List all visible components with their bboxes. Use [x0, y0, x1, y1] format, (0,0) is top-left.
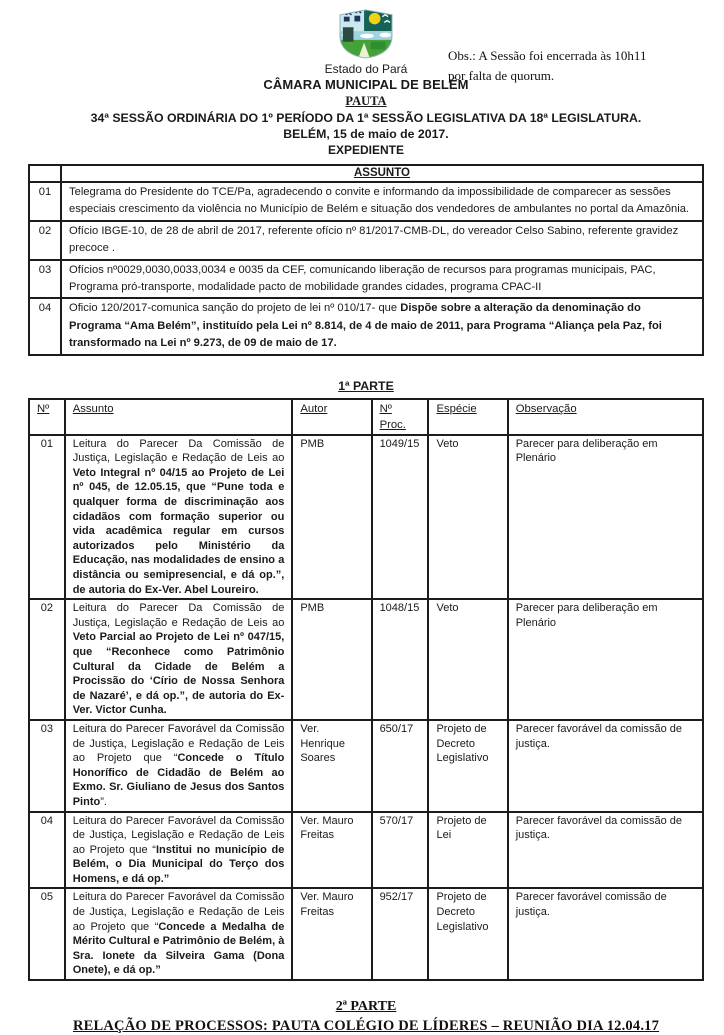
row-assunto — [61, 260, 703, 299]
assunto-bold-text: Veto Parcial ao Projeto de Lei nº 047/15, que “Reconhece como Patrimônio Cultural da Cidade de Belém a Procissão do ‘Círio de Nossa Senhora de Nazaré’, e dá op.”, de autoria do Ex-Ver. Victor Cunha. — [72, 631, 285, 717]
session-note-line1: Obs.: A Sessão foi encerrada às 10h11 — [448, 48, 647, 63]
row-number: 02 — [29, 221, 61, 260]
doc-type-title — [28, 94, 704, 109]
row-assunto — [61, 221, 703, 260]
parte1-title — [28, 379, 704, 393]
row-number: 01 — [29, 435, 65, 600]
row-autor: Ver. Mauro Freitas — [292, 812, 371, 889]
row-number: 04 — [29, 812, 65, 889]
row-assunto — [65, 812, 293, 889]
column-header-label: Observação — [515, 402, 577, 415]
table-row — [29, 182, 703, 221]
assunto-text: Leitura do Parecer Favorável da Comissão de Justiça, Legislação e Redação de Leis ao Projeto que “ — [72, 722, 285, 765]
assunto-bold-text: Concede o Título Honorífico de Cidadão de Belém ao Exmo. Sr. Giuliano de Jesus dos Santos Pinto — [72, 752, 285, 808]
table-row — [29, 599, 703, 720]
assunto-tail-text: ”. — [100, 795, 107, 808]
assunto-text: Leitura do Parecer Da Comissão de Justiça, Legislação e Redação de Leis ao — [72, 437, 285, 465]
parte1-header-row — [29, 399, 703, 435]
document-header — [28, 8, 704, 157]
expediente-header-num — [29, 165, 61, 182]
assunto-text: Telegrama do Presidente do TCE/Pa, agradecendo o convite e informando da impossibilidade de comparecer as sessões especiais crescimento da violência no Município de Belém e situação dos vendedores de ambulantes no portal da Amazônia. — [69, 186, 690, 216]
org-title: CÂMARA MUNICIPAL DE BELÉM — [263, 77, 469, 92]
assunto-text: Ofício IBGE-10, de 28 de abril de 2017, referente ofício nº 81/2017-CMB-DL, do vereador Celso Sabino, referente gravidez precoce . — [69, 224, 679, 255]
table-row — [29, 260, 703, 299]
assunto-bold-text: Veto Integral nº 04/15 ao Projeto de Lei nº 045, de 12.05.15, que “Pune toda e qualquer forma de discriminação aos cidadãos com formação superior ou vida acadêmica regular em cursos autorizados pelo Ministério da Educação, nas modalidades de ensino a distância ou semipresencial, e dá op.”, de autoria do Ex-Ver. Abel Loureiro. — [72, 466, 285, 596]
expediente-table — [28, 164, 704, 356]
parte2-title-text: 2ª PARTE — [335, 999, 397, 1015]
row-assunto — [65, 599, 293, 720]
column-header-label: Assunto — [72, 402, 114, 415]
parte2-title — [28, 999, 704, 1015]
document-page — [0, 8, 724, 1035]
assunto-text: Leitura do Parecer Favorável da Comissão de Justiça, Legislação e Redação de Leis ao Projeto que “ — [72, 891, 285, 933]
column-header-label: Nº — [37, 402, 50, 415]
expediente-header-row — [29, 165, 703, 182]
row-especie: Projeto de Lei — [428, 812, 507, 889]
assunto-bold-text: Dispõe sobre a alteração da denominação do Programa “Ama Belém”, instituído pela Lei nº 8.814, de 4 de maio de 2011, para Programa “Aliança pela Paz, foi transformado na Lei nº 9.273, de 09 de maio de 17. — [69, 302, 662, 350]
parte2-subtitle — [28, 1018, 704, 1035]
row-assunto — [61, 298, 703, 354]
table-row — [29, 720, 703, 812]
row-number: 01 — [29, 182, 61, 221]
session-title: 34ª SESSÃO ORDINÁRIA DO 1º PERÍODO DA 1ª SESSÃO LEGISLATIVA DA 18ª LEGISLATURA. — [90, 111, 642, 125]
row-proc: 1049/15 — [372, 435, 429, 600]
assunto-text: Oficio 120/2017-comunica sanção do projeto de lei nº 010/17- que — [69, 302, 401, 315]
column-header-num — [29, 399, 65, 435]
row-observacao: Parecer favorável comissão de justiça. — [508, 888, 703, 980]
parte2-subtitle-text: RELAÇÃO DE PROCESSOS: PAUTA COLÉGIO DE LÍDERES – REUNIÃO DIA 12.04.17 — [72, 1018, 660, 1035]
column-header-proc — [372, 399, 429, 435]
row-proc: 952/17 — [372, 888, 429, 980]
row-assunto — [61, 182, 703, 221]
table-row — [29, 888, 703, 980]
assunto-bold-text: Institui no município de Belém, o Dia Municipal do Terço dos Homens, e dá op.” — [72, 843, 285, 885]
column-header-observacao — [508, 399, 703, 435]
parte2-footer — [28, 999, 704, 1035]
row-proc: 570/17 — [372, 812, 429, 889]
place-date: BELÉM, 15 de maio de 2017. — [283, 127, 449, 141]
column-header-label: Nº Proc. — [379, 402, 406, 431]
row-number: 04 — [29, 298, 61, 354]
row-autor: Ver. Mauro Freitas — [292, 888, 371, 980]
row-assunto — [65, 720, 293, 812]
row-observacao: Parecer para deliberação em Plenário — [508, 599, 703, 720]
parte1-table — [28, 398, 704, 981]
assunto-text: Ofícios nº0029,0030,0033,0034 e 0035 da CEF, comunicando liberação de recursos para programas municipais, PAC, Programa pró-transporte, modalidade pacto de mobilidade grandes cidades, programa CPAC-II — [69, 263, 656, 294]
row-autor: PMB — [292, 435, 371, 600]
row-observacao: Parecer favorável da comissão de justiça. — [508, 812, 703, 889]
column-header-autor — [292, 399, 371, 435]
column-header-especie — [428, 399, 507, 435]
session-note — [448, 46, 678, 86]
session-note-line2: por falta de quorum. — [448, 68, 555, 84]
row-number: 02 — [29, 599, 65, 720]
row-proc: 650/17 — [372, 720, 429, 812]
row-especie: Veto — [428, 435, 507, 600]
column-header-label: Autor — [300, 402, 328, 415]
row-observacao: Parecer para deliberação em Plenário — [508, 435, 703, 600]
column-header-label: Espécie — [436, 402, 477, 415]
row-number: 03 — [29, 260, 61, 299]
row-autor: PMB — [292, 599, 371, 720]
row-observacao: Parecer favorável da comissão de justiça. — [508, 720, 703, 812]
row-especie: Veto — [428, 599, 507, 720]
assunto-text: Leitura do Parecer Favorável da Comissão de Justiça, Legislação e Redação de Leis ao Projeto que “ — [72, 814, 285, 856]
expediente-title: EXPEDIENTE — [327, 143, 405, 157]
table-row — [29, 435, 703, 600]
expediente-header-assunto — [61, 165, 703, 182]
table-row — [29, 812, 703, 889]
row-number: 03 — [29, 720, 65, 812]
row-especie: Projeto de Decreto Legislativo — [428, 720, 507, 812]
row-proc: 1048/15 — [372, 599, 429, 720]
table-row — [29, 221, 703, 260]
state-label: Estado do Pará — [324, 62, 408, 76]
assunto-text: Leitura do Parecer Da Comissão de Justiça, Legislação e Redação de Leis ao — [72, 602, 285, 629]
row-number: 05 — [29, 888, 65, 980]
assunto-bold-text: Concede a Medalha de Mérito Cultural e Patrimônio de Belém, à Sra. Ionete da Silveira Gama (Dona Onete), e dá op.” — [72, 920, 285, 977]
row-especie: Projeto de Decreto Legislativo — [428, 888, 507, 980]
row-assunto — [65, 435, 293, 600]
column-header-assunto — [65, 399, 293, 435]
table-row — [29, 298, 703, 354]
parte1-title-text: 1ª PARTE — [338, 378, 394, 393]
doc-type-text: PAUTA — [345, 94, 387, 108]
expediente-header-label: ASSUNTO — [353, 167, 411, 179]
row-autor: Ver. Henrique Soares — [292, 720, 371, 812]
row-assunto — [65, 888, 293, 980]
